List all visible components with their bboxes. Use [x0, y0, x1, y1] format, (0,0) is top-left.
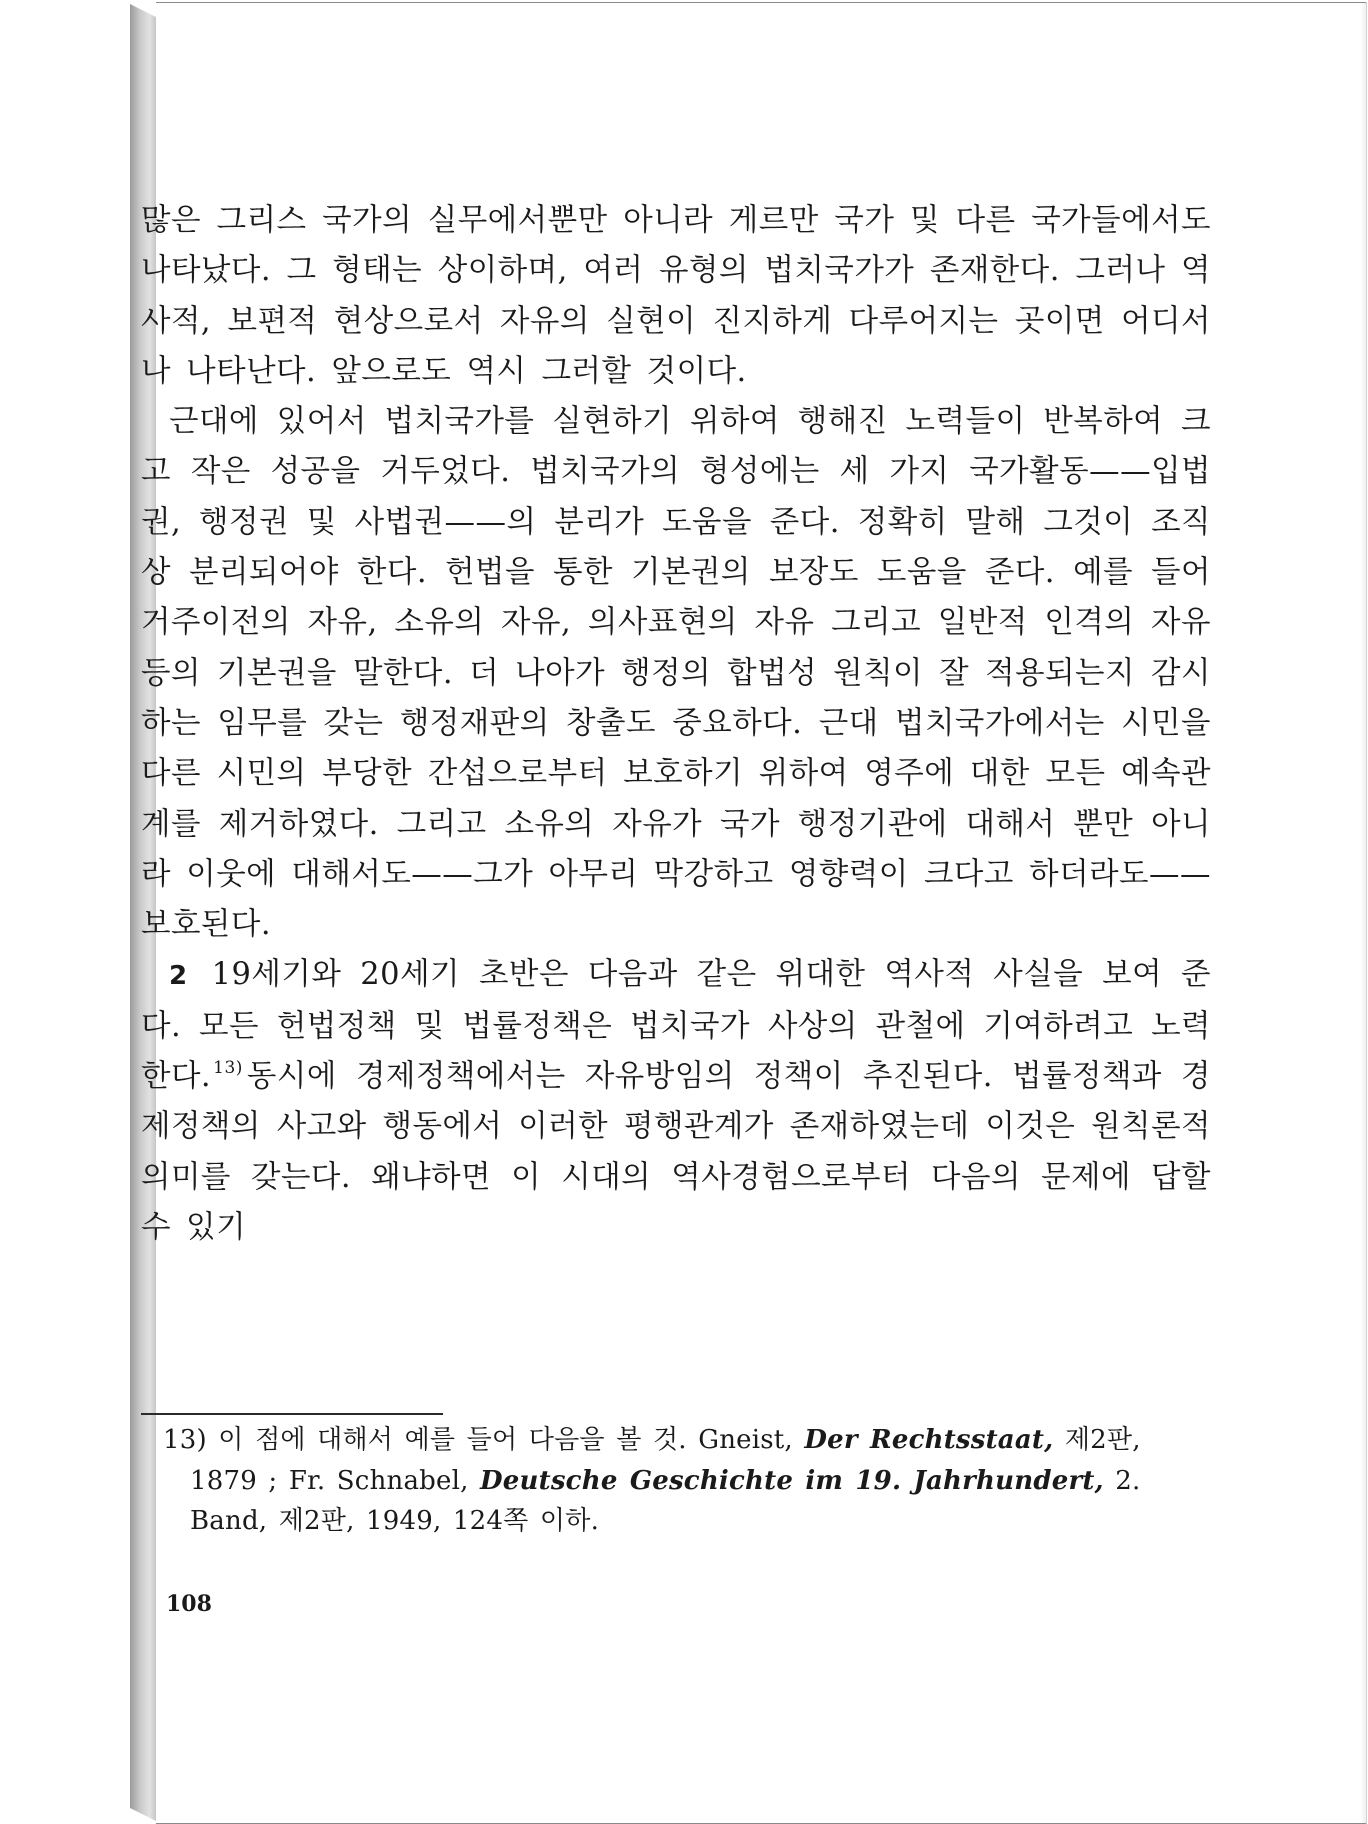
page-edge [1360, 3, 1366, 1823]
section-text-after-ref: 동시에 경제정책에서는 자유방임의 정책이 추진된다. 법률정책과 경제정책의 사고와 행동에서 이러한 평행관계가 존재하였는데 이것은 원칙론적 의미를 갖는다. 왜냐하면 이 시대의 역사경험으로부터 다음의 문제에 답할 수 있기 [141, 1059, 1211, 1245]
footnotes [141, 1420, 1211, 1542]
page-number: 108 [166, 1591, 212, 1617]
footnote-text-2: 제2판, 1879 ; Fr. Schnabel, [190, 1425, 1141, 1496]
paragraph-rule-of-law: 근대에 있어서 법치국가를 실현하기 위하여 행해진 노력들이 반복하여 크고 작은 성공을 거두었다. 법치국가의 형성에는 세 가지 국가활동——입법권, 행정권 및 사법권——의 분리가 도움을 준다. 정확히 말해 그것이 조직상 분리되어야 한다. 헌법을 통한 기본권의 보장도 도움을 준다. 예를 들어 거주이전의 자유, 소유의 자유, 의사표현의 자유 그리고 일반적 인격의 자유 등의 기본권을 말한다. 더 나아가 행정의 합법성 원칙이 잘 적용되는지 감시하는 임무를 갖는 행정재판의 창출도 중요하다. 근대 법치국가에서는 시민을 다른 시민의 부당한 간섭으로부터 보호하기 위하여 영주에 대한 모든 예속관계를 제거하였다. 그리고 소유의 자유가 국가 행정기관에 대해서 뿐만 아니라 이웃에 대해서도——그가 아무리 막강하고 영향력이 크다고 하더라도——보호된다. [141, 404, 1211, 943]
section-2-paragraph [141, 950, 1211, 1253]
footnote-title-1: Der Rechtsstaat, [804, 1425, 1054, 1455]
footnote-13 [141, 1420, 1211, 1542]
footnote-text-1: 이 점에 대해서 예를 들어 다음을 볼 것. Gneist, [218, 1425, 793, 1455]
section-text-before-ref: 19세기와 20세기 초반은 다음과 같은 위대한 역사적 사실을 보여 준다. 모든 헌법정책 및 법률정책은 법치국가 사상의 관철에 기여하려고 노력한다. [141, 957, 1211, 1095]
section-number: 2 [169, 961, 188, 992]
footnote-divider [141, 1413, 443, 1415]
footnote-reference[interactable]: 13) [213, 1058, 243, 1079]
footnote-label: 13) [163, 1425, 207, 1455]
footnote-text-3: 2. Band, 제2판, 1949, 124쪽 이하. [190, 1465, 1141, 1536]
footnote-title-2: Deutsche Geschichte im 19. Jahrhundert, [480, 1465, 1104, 1496]
body-text [141, 196, 1211, 1253]
paragraph-continuation: 많은 그리스 국가의 실무에서뿐만 아니라 게르만 국가 및 다른 국가들에서도 나타났다. 그 형태는 상이하며, 여러 유형의 법치국가가 존재한다. 그러나 역사적, 보편적 현상으로서 자유의 실현이 진지하게 다루어지는 곳이면 어디서나 나타난다. 앞으로도 역시 그러할 것이다. [141, 203, 1211, 389]
